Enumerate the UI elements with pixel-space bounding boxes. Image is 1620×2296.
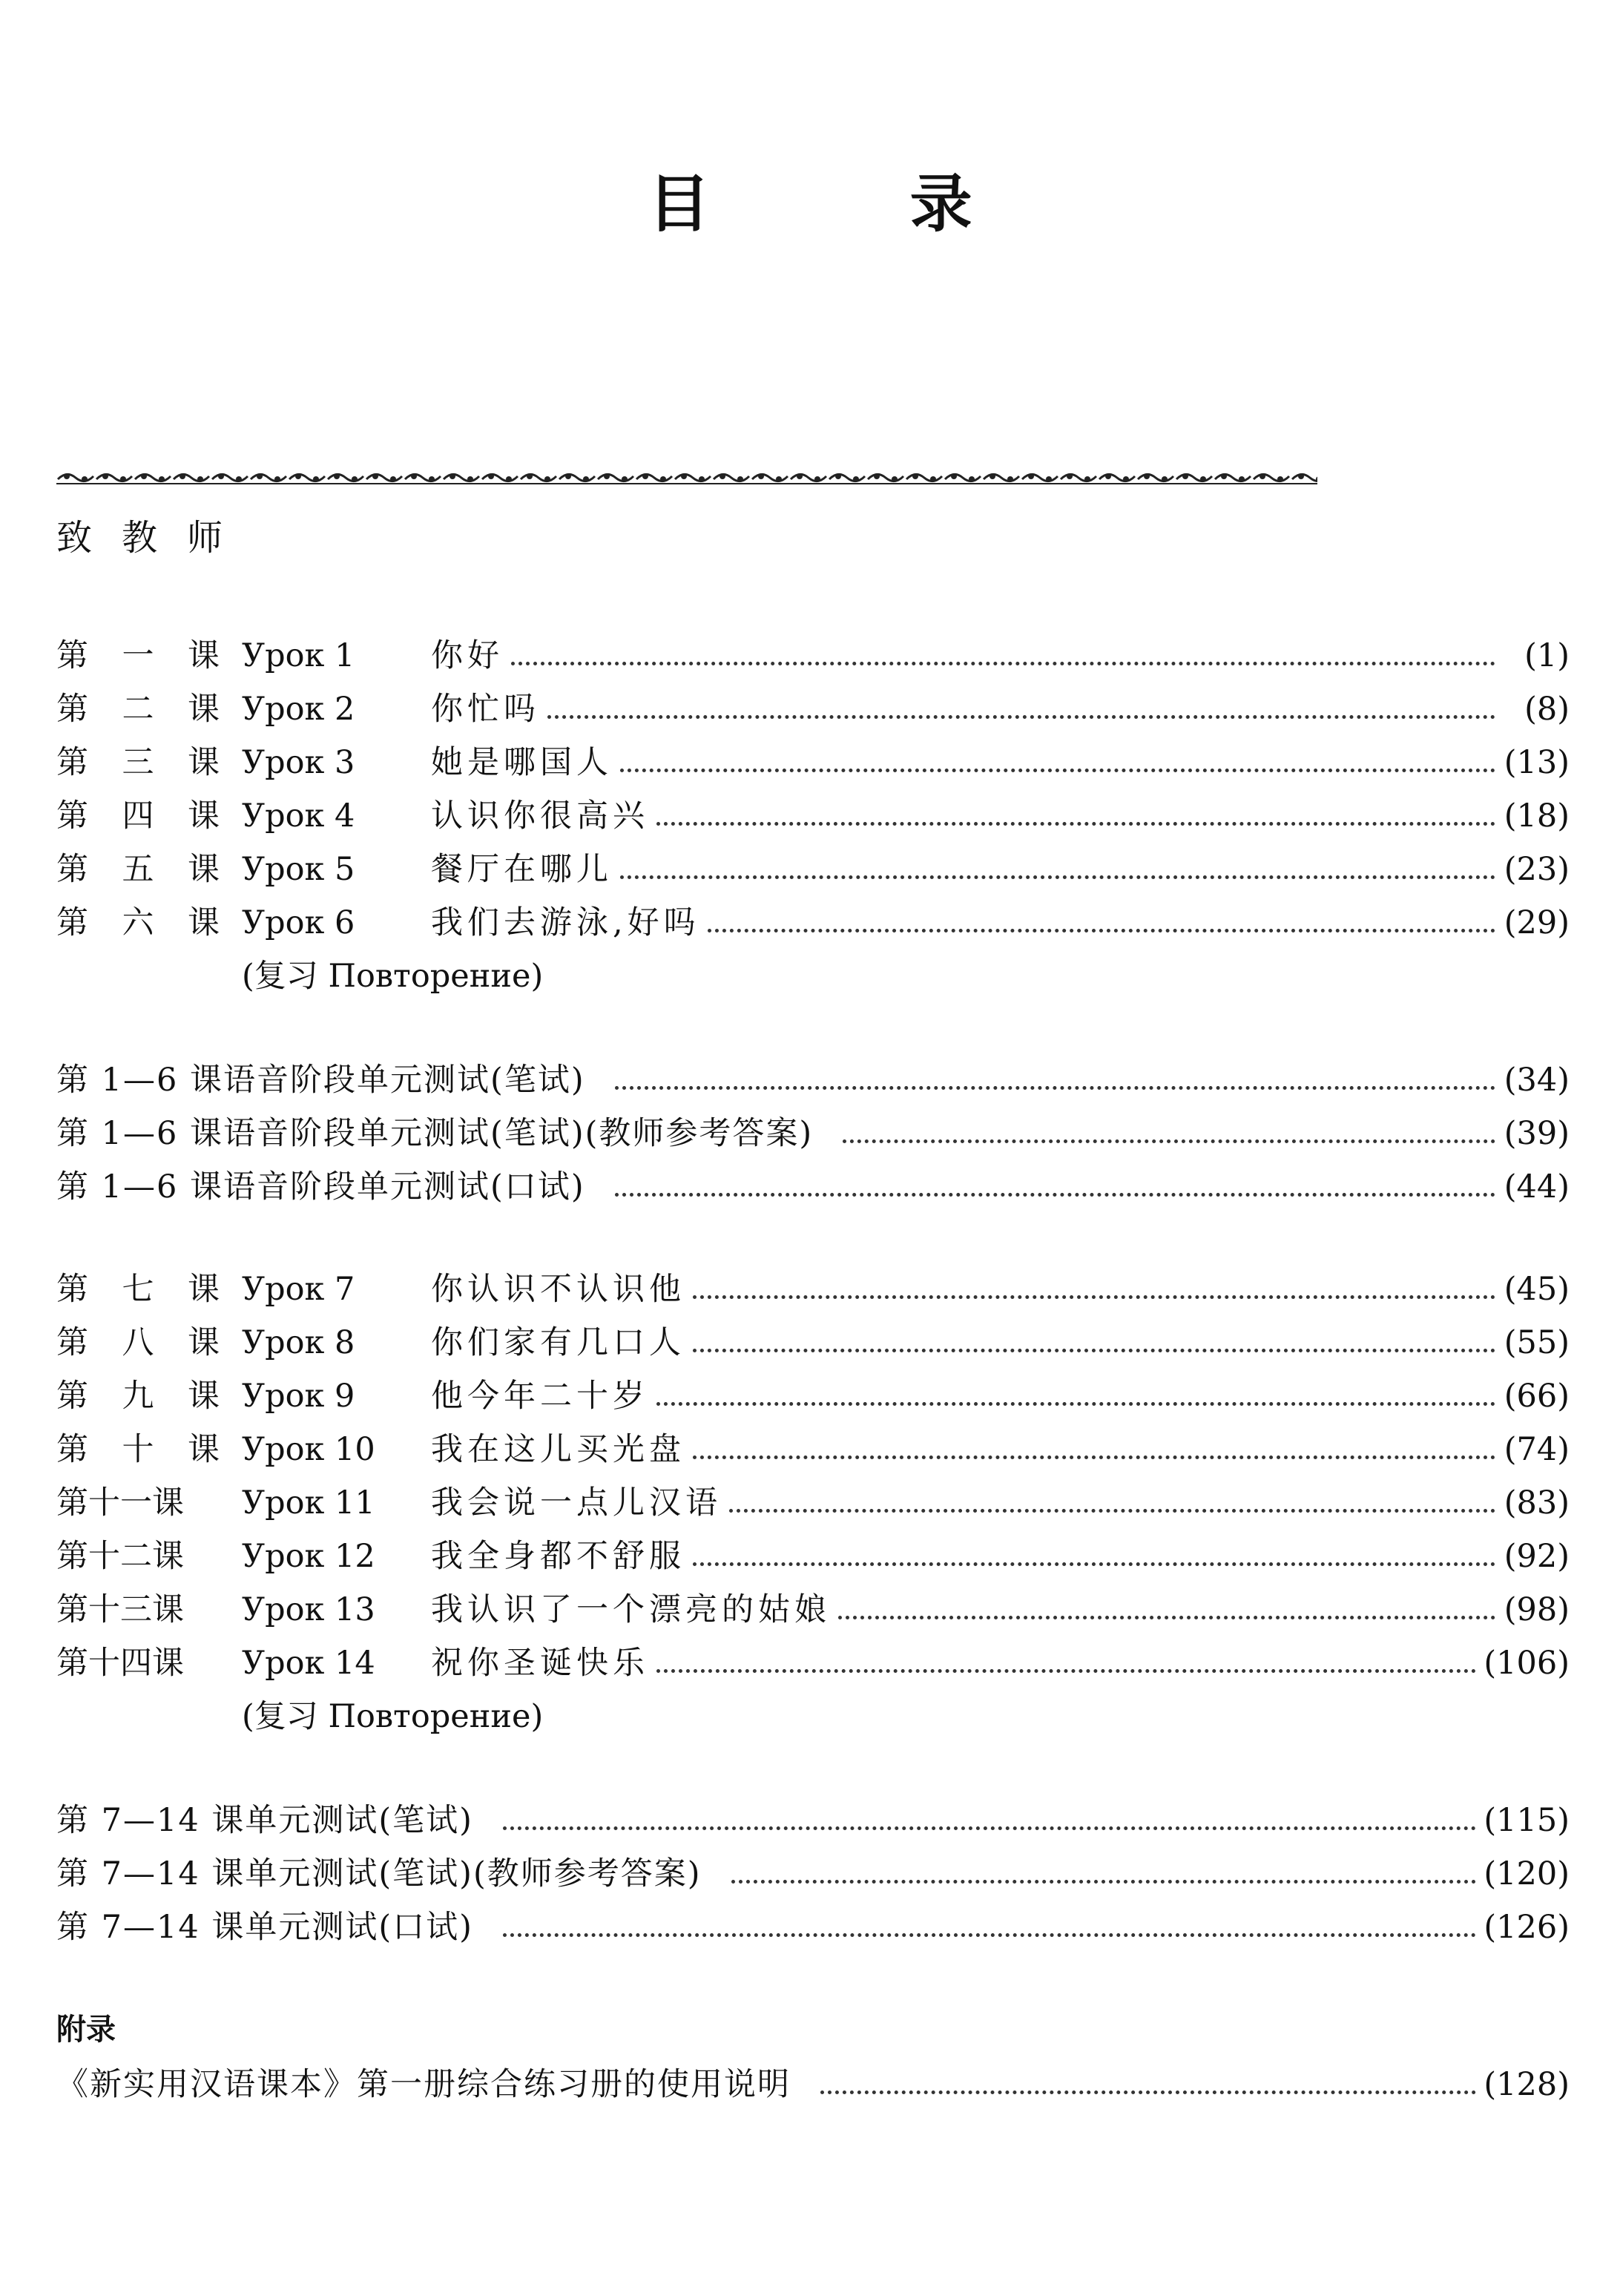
dot-leader — [503, 1794, 1476, 1847]
lesson-number-char: 十 — [122, 1431, 154, 1468]
lesson-number-char: 课 — [188, 851, 220, 888]
lesson-number-char: 第 — [56, 744, 88, 781]
dot-leader — [656, 1637, 1476, 1690]
lessons-group-a — [56, 629, 1570, 1003]
page-number: (55) — [1504, 1324, 1570, 1361]
lesson-title: 她是哪国人 — [431, 744, 613, 781]
ornament-divider — [56, 466, 1317, 488]
toc-lesson-row[interactable] — [56, 1369, 1570, 1423]
review-entry[interactable]: (复习 Повторение) — [242, 958, 544, 995]
dot-leader — [547, 682, 1495, 736]
lesson-number-char: 第 — [56, 1378, 88, 1415]
toc-test-row[interactable] — [56, 1160, 1570, 1214]
page-number: (8) — [1524, 691, 1570, 728]
page-number: (13) — [1504, 744, 1570, 781]
lesson-number-char: 五 — [122, 851, 154, 888]
lesson-number-char: 课 — [188, 1324, 220, 1361]
page-number: (39) — [1504, 1115, 1570, 1152]
lesson-number-char: 课 — [188, 1378, 220, 1415]
lesson-number — [56, 682, 242, 736]
dot-leader — [708, 896, 1495, 950]
lesson-number-char: 第 — [56, 1324, 88, 1361]
lesson-number-char: 课 — [188, 744, 220, 781]
lesson-urok: Урок 5 — [242, 851, 355, 888]
lesson-number — [56, 1263, 242, 1316]
page-number: (106) — [1484, 1645, 1570, 1682]
page-number: (74) — [1504, 1431, 1570, 1468]
lesson-title: 我会说一点儿汉语 — [431, 1484, 722, 1522]
toc-lesson-row[interactable] — [56, 896, 1570, 950]
page-number: (1) — [1524, 637, 1570, 674]
page-title: 目 录 — [648, 168, 1061, 240]
lesson-number-char: 一 — [122, 637, 154, 674]
toc-lesson-row[interactable] — [56, 1476, 1570, 1530]
lesson-title: 餐厅在哪儿 — [431, 851, 613, 888]
lesson-number — [56, 1583, 242, 1637]
lesson-urok: Урок 3 — [242, 744, 355, 781]
lesson-number — [56, 1369, 242, 1423]
toc-lesson-row[interactable] — [56, 1583, 1570, 1637]
lesson-number-text: 第十二课 — [56, 1538, 184, 1575]
dot-leader — [843, 1107, 1495, 1160]
lesson-number — [56, 896, 242, 950]
toc-lesson-row[interactable] — [56, 1637, 1570, 1690]
page-number: (120) — [1484, 1855, 1570, 1892]
dot-leader — [693, 1423, 1495, 1476]
lesson-number — [56, 1530, 242, 1583]
lesson-urok: Урок 6 — [242, 904, 355, 941]
lesson-number-char: 第 — [56, 1431, 88, 1468]
lesson-number — [56, 789, 242, 843]
lesson-number — [56, 843, 242, 896]
toc-test-row[interactable] — [56, 1847, 1570, 1901]
lesson-number-char: 课 — [188, 904, 220, 941]
page-number: (45) — [1504, 1271, 1570, 1308]
lesson-number-char: 二 — [122, 691, 154, 728]
lesson-number-char: 课 — [188, 1271, 220, 1308]
lesson-urok: Урок 13 — [242, 1591, 375, 1628]
lesson-title: 我在这儿买光盘 — [431, 1431, 685, 1468]
entry-title: 第 7—14 课单元测试(口试) — [56, 1909, 473, 1946]
toc-lesson-row[interactable] — [56, 1316, 1570, 1369]
lesson-urok: Урок 12 — [242, 1538, 375, 1575]
toc-lesson-row[interactable] — [56, 682, 1570, 736]
lesson-number-char: 八 — [122, 1324, 154, 1361]
lesson-number — [56, 1637, 242, 1690]
lesson-title: 你好 — [431, 637, 504, 674]
lesson-title: 我们去游泳,好吗 — [431, 904, 700, 941]
dot-leader — [731, 1847, 1477, 1901]
tests-group-b — [56, 1794, 1570, 1954]
page-number: (92) — [1504, 1538, 1570, 1575]
lesson-number — [56, 629, 242, 682]
page-number: (98) — [1504, 1591, 1570, 1628]
entry-title: 第 7—14 课单元测试(笔试) — [56, 1802, 473, 1839]
entry-title: 第 1—6 课语音阶段单元测试(笔试) — [56, 1062, 585, 1099]
toc-test-row[interactable] — [56, 1901, 1570, 1954]
lesson-number-char: 课 — [188, 637, 220, 674]
dot-leader — [820, 2058, 1476, 2111]
lesson-number — [56, 1316, 242, 1369]
lesson-title: 你认识不认识他 — [431, 1271, 685, 1308]
lesson-urok: Урок 7 — [242, 1271, 355, 1308]
lesson-number-char: 课 — [188, 691, 220, 728]
toc-lesson-row[interactable] — [56, 629, 1570, 682]
lesson-urok: Урок 9 — [242, 1378, 355, 1415]
page-number: (83) — [1504, 1484, 1570, 1522]
entry-title: 第 1—6 课语音阶段单元测试(口试) — [56, 1168, 585, 1205]
entry-title: 第 7—14 课单元测试(笔试)(教师参考答案) — [56, 1855, 702, 1892]
tests-group-a — [56, 1053, 1570, 1214]
lesson-title: 祝你圣诞快乐 — [431, 1645, 649, 1682]
lesson-number-char: 六 — [122, 904, 154, 941]
toc-lesson-row[interactable] — [56, 843, 1570, 896]
page-number: (23) — [1504, 851, 1570, 888]
lesson-title: 你们家有几口人 — [431, 1324, 685, 1361]
lesson-urok: Урок 8 — [242, 1324, 355, 1361]
lesson-urok: Урок 11 — [242, 1484, 375, 1522]
dot-leader — [620, 736, 1495, 789]
dot-leader — [693, 1316, 1495, 1369]
appendix-group — [56, 2058, 1570, 2111]
lesson-number-char: 第 — [56, 904, 88, 941]
lesson-number-char: 课 — [188, 797, 220, 835]
preface-entry[interactable]: 致教师 — [56, 517, 253, 559]
lesson-number-char: 三 — [122, 744, 154, 781]
lesson-urok: Урок 1 — [242, 637, 355, 674]
lesson-number-char: 第 — [56, 1271, 88, 1308]
dot-leader — [620, 843, 1495, 896]
lesson-urok: Урок 10 — [242, 1431, 375, 1468]
dot-leader — [729, 1476, 1495, 1530]
page-number: (18) — [1504, 797, 1570, 835]
lesson-urok: Урок 14 — [242, 1645, 375, 1682]
page-number: (126) — [1484, 1909, 1570, 1946]
toc-lesson-row[interactable] — [56, 1263, 1570, 1316]
dot-leader — [838, 1583, 1495, 1637]
lesson-number-text: 第十三课 — [56, 1591, 184, 1628]
page-number: (115) — [1484, 1802, 1570, 1839]
toc-test-row[interactable] — [56, 1107, 1570, 1160]
lesson-title: 我全身都不舒服 — [431, 1538, 685, 1575]
dot-leader — [693, 1530, 1495, 1583]
dot-leader — [615, 1053, 1495, 1107]
toc-lesson-row[interactable] — [56, 1423, 1570, 1476]
dot-leader — [656, 789, 1495, 843]
lesson-number — [56, 1423, 242, 1476]
lesson-title: 我认识了一个漂亮的姑娘 — [431, 1591, 831, 1628]
page-number: (34) — [1504, 1062, 1570, 1099]
lesson-number-char: 四 — [122, 797, 154, 835]
appendix-label: 附录 — [56, 2013, 116, 2047]
lesson-number-char: 九 — [122, 1378, 154, 1415]
toc-appendix-row[interactable] — [56, 2058, 1570, 2111]
toc-lesson-row[interactable] — [56, 736, 1570, 789]
dot-leader — [656, 1369, 1495, 1423]
lesson-number-char: 七 — [122, 1271, 154, 1308]
entry-title: 第 1—6 课语音阶段单元测试(笔试)(教师参考答案) — [56, 1115, 814, 1152]
dot-leader — [503, 1901, 1476, 1954]
page-number: (44) — [1504, 1168, 1570, 1205]
dot-leader — [693, 1263, 1495, 1316]
lesson-number-char: 第 — [56, 797, 88, 835]
dot-leader — [511, 629, 1495, 682]
page-number: (128) — [1484, 2066, 1570, 2103]
toc-lesson-row[interactable] — [56, 789, 1570, 843]
lesson-number — [56, 1476, 242, 1530]
lesson-number-char: 第 — [56, 691, 88, 728]
lesson-urok: Урок 2 — [242, 691, 355, 728]
lesson-urok: Урок 4 — [242, 797, 355, 835]
lessons-group-b — [56, 1263, 1570, 1743]
page-number: (66) — [1504, 1378, 1570, 1415]
lesson-number-char: 第 — [56, 637, 88, 674]
toc-lesson-row[interactable] — [56, 1530, 1570, 1583]
page-number: (29) — [1504, 904, 1570, 941]
lesson-number-text: 第十四课 — [56, 1645, 184, 1682]
lesson-number-char: 课 — [188, 1431, 220, 1468]
lesson-title: 他今年二十岁 — [431, 1378, 649, 1415]
lesson-title: 认识你很高兴 — [431, 797, 649, 835]
lesson-number-text: 第十一课 — [56, 1484, 184, 1522]
dot-leader — [615, 1160, 1495, 1214]
lesson-number — [56, 736, 242, 789]
review-entry[interactable]: (复习 Повторение) — [242, 1698, 544, 1735]
lesson-number-char: 第 — [56, 851, 88, 888]
entry-title: 《新实用汉语课本》第一册综合练习册的使用说明 — [56, 2066, 791, 2103]
lesson-title: 你忙吗 — [431, 691, 540, 728]
toc-test-row[interactable] — [56, 1053, 1570, 1107]
toc-test-row[interactable] — [56, 1794, 1570, 1847]
